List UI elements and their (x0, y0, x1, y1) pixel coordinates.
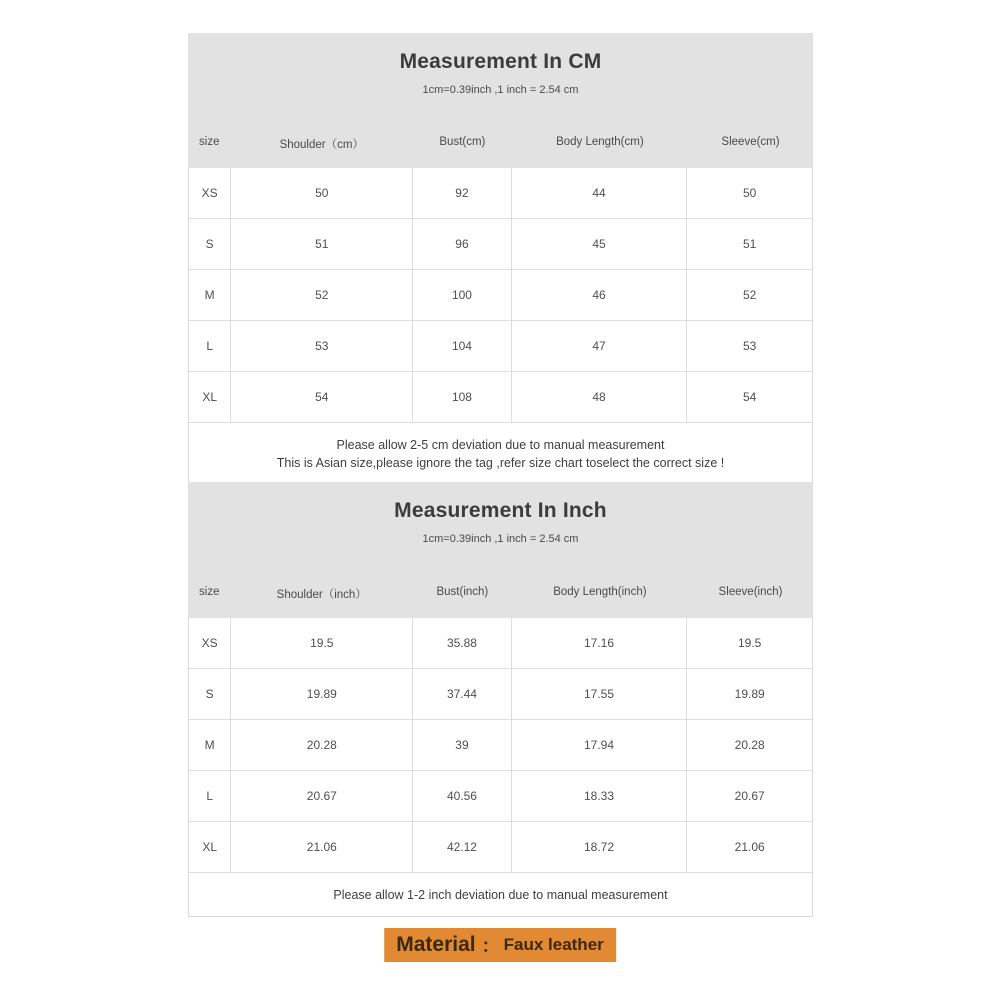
size-cell: S (189, 219, 231, 269)
value-cell: 52 (231, 270, 413, 320)
value-cell: 52 (742, 288, 757, 302)
column-header: Bust(cm) (439, 136, 486, 148)
value-cell: 100 (413, 270, 511, 320)
value-cell: 48 (512, 372, 688, 422)
size-cell: M (189, 720, 231, 770)
value-cell: 17.55 (512, 669, 688, 719)
cm-table-notes (189, 423, 812, 484)
value-cell: 51 (742, 237, 757, 251)
size-cell: S (189, 669, 231, 719)
value-cell: 42.12 (413, 822, 511, 872)
inch-table-notes (189, 873, 812, 916)
size-cell: XS (189, 618, 231, 668)
table-row (189, 618, 812, 669)
value-cell: 39 (413, 720, 511, 770)
cm-table-title: Measurement In CM (399, 50, 602, 73)
note-line: Please allow 1-2 inch deviation due to manual measurement (333, 887, 668, 902)
measurement-cm-table (188, 33, 813, 485)
value-cell: 51 (231, 219, 413, 269)
value-cell: 46 (512, 270, 688, 320)
value-cell: 92 (413, 168, 511, 218)
value-cell: 96 (413, 219, 511, 269)
material-value: Faux leather (503, 935, 604, 954)
value-cell: 19.5 (231, 618, 413, 668)
inch-table-subtitle: 1cm=0.39inch ,1 inch = 2.54 cm (422, 533, 579, 545)
table-row (189, 219, 812, 270)
size-cell: L (189, 771, 231, 821)
column-header: Sleeve(inch) (718, 586, 783, 598)
column-header: size (199, 586, 220, 598)
value-cell: 53 (742, 339, 757, 353)
value-cell: 40.56 (413, 771, 511, 821)
column-header: Body Length(cm) (556, 136, 644, 148)
cm-table-header (188, 33, 813, 168)
value-cell: 19.89 (734, 687, 765, 701)
inch-table-title: Measurement In Inch (394, 499, 607, 522)
table-row (189, 372, 812, 423)
material-label: Material (396, 933, 476, 956)
size-cell: M (189, 270, 231, 320)
value-cell: 20.28 (231, 720, 413, 770)
cm-table-subtitle: 1cm=0.39inch ,1 inch = 2.54 cm (422, 84, 579, 96)
table-row (189, 720, 812, 771)
value-cell: 20.67 (734, 789, 765, 803)
value-cell: 45 (512, 219, 688, 269)
value-cell: 18.33 (512, 771, 688, 821)
value-cell: 17.16 (512, 618, 688, 668)
measurement-inch-table (188, 482, 813, 917)
value-cell: 44 (512, 168, 688, 218)
inch-table-body (189, 618, 812, 873)
value-cell: 54 (231, 372, 413, 422)
material-highlight-bar (384, 928, 616, 962)
cm-table-body (189, 168, 812, 423)
value-cell: 19.89 (231, 669, 413, 719)
table-row (189, 270, 812, 321)
note-line: Please allow 2-5 cm deviation due to manual measurement (336, 437, 665, 452)
material-separator: ： (481, 936, 500, 956)
value-cell: 53 (231, 321, 413, 371)
value-cell: 21.06 (734, 840, 765, 854)
size-cell: L (189, 321, 231, 371)
cm-column-header-row (188, 136, 813, 168)
inch-table-header (188, 482, 813, 618)
value-cell: 108 (413, 372, 511, 422)
value-cell: 20.67 (231, 771, 413, 821)
column-header: Bust(inch) (436, 586, 489, 598)
table-row (189, 669, 812, 720)
size-cell: XL (189, 822, 231, 872)
value-cell: 50 (231, 168, 413, 218)
column-header: Shoulder（inch） (276, 589, 367, 601)
value-cell: 35.88 (413, 618, 511, 668)
value-cell: 17.94 (512, 720, 688, 770)
value-cell: 47 (512, 321, 688, 371)
value-cell: 18.72 (512, 822, 688, 872)
inch-column-header-row (188, 586, 813, 618)
size-cell: XL (189, 372, 231, 422)
value-cell: 54 (742, 390, 757, 404)
note-line: This is Asian size,please ignore the tag ,refer size chart toselect the correct size ! (276, 455, 725, 470)
table-row (189, 168, 812, 219)
table-row (189, 771, 812, 822)
value-cell: 19.5 (737, 636, 762, 650)
column-header: size (199, 136, 220, 148)
size-cell: XS (189, 168, 231, 218)
table-row (189, 822, 812, 873)
table-row (189, 321, 812, 372)
value-cell: 20.28 (734, 738, 765, 752)
value-cell: 37.44 (413, 669, 511, 719)
column-header: Shoulder（cm） (279, 139, 364, 151)
column-header: Body Length(inch) (553, 586, 647, 598)
value-cell: 104 (413, 321, 511, 371)
value-cell: 50 (742, 186, 757, 200)
value-cell: 21.06 (231, 822, 413, 872)
column-header: Sleeve(cm) (721, 136, 780, 148)
